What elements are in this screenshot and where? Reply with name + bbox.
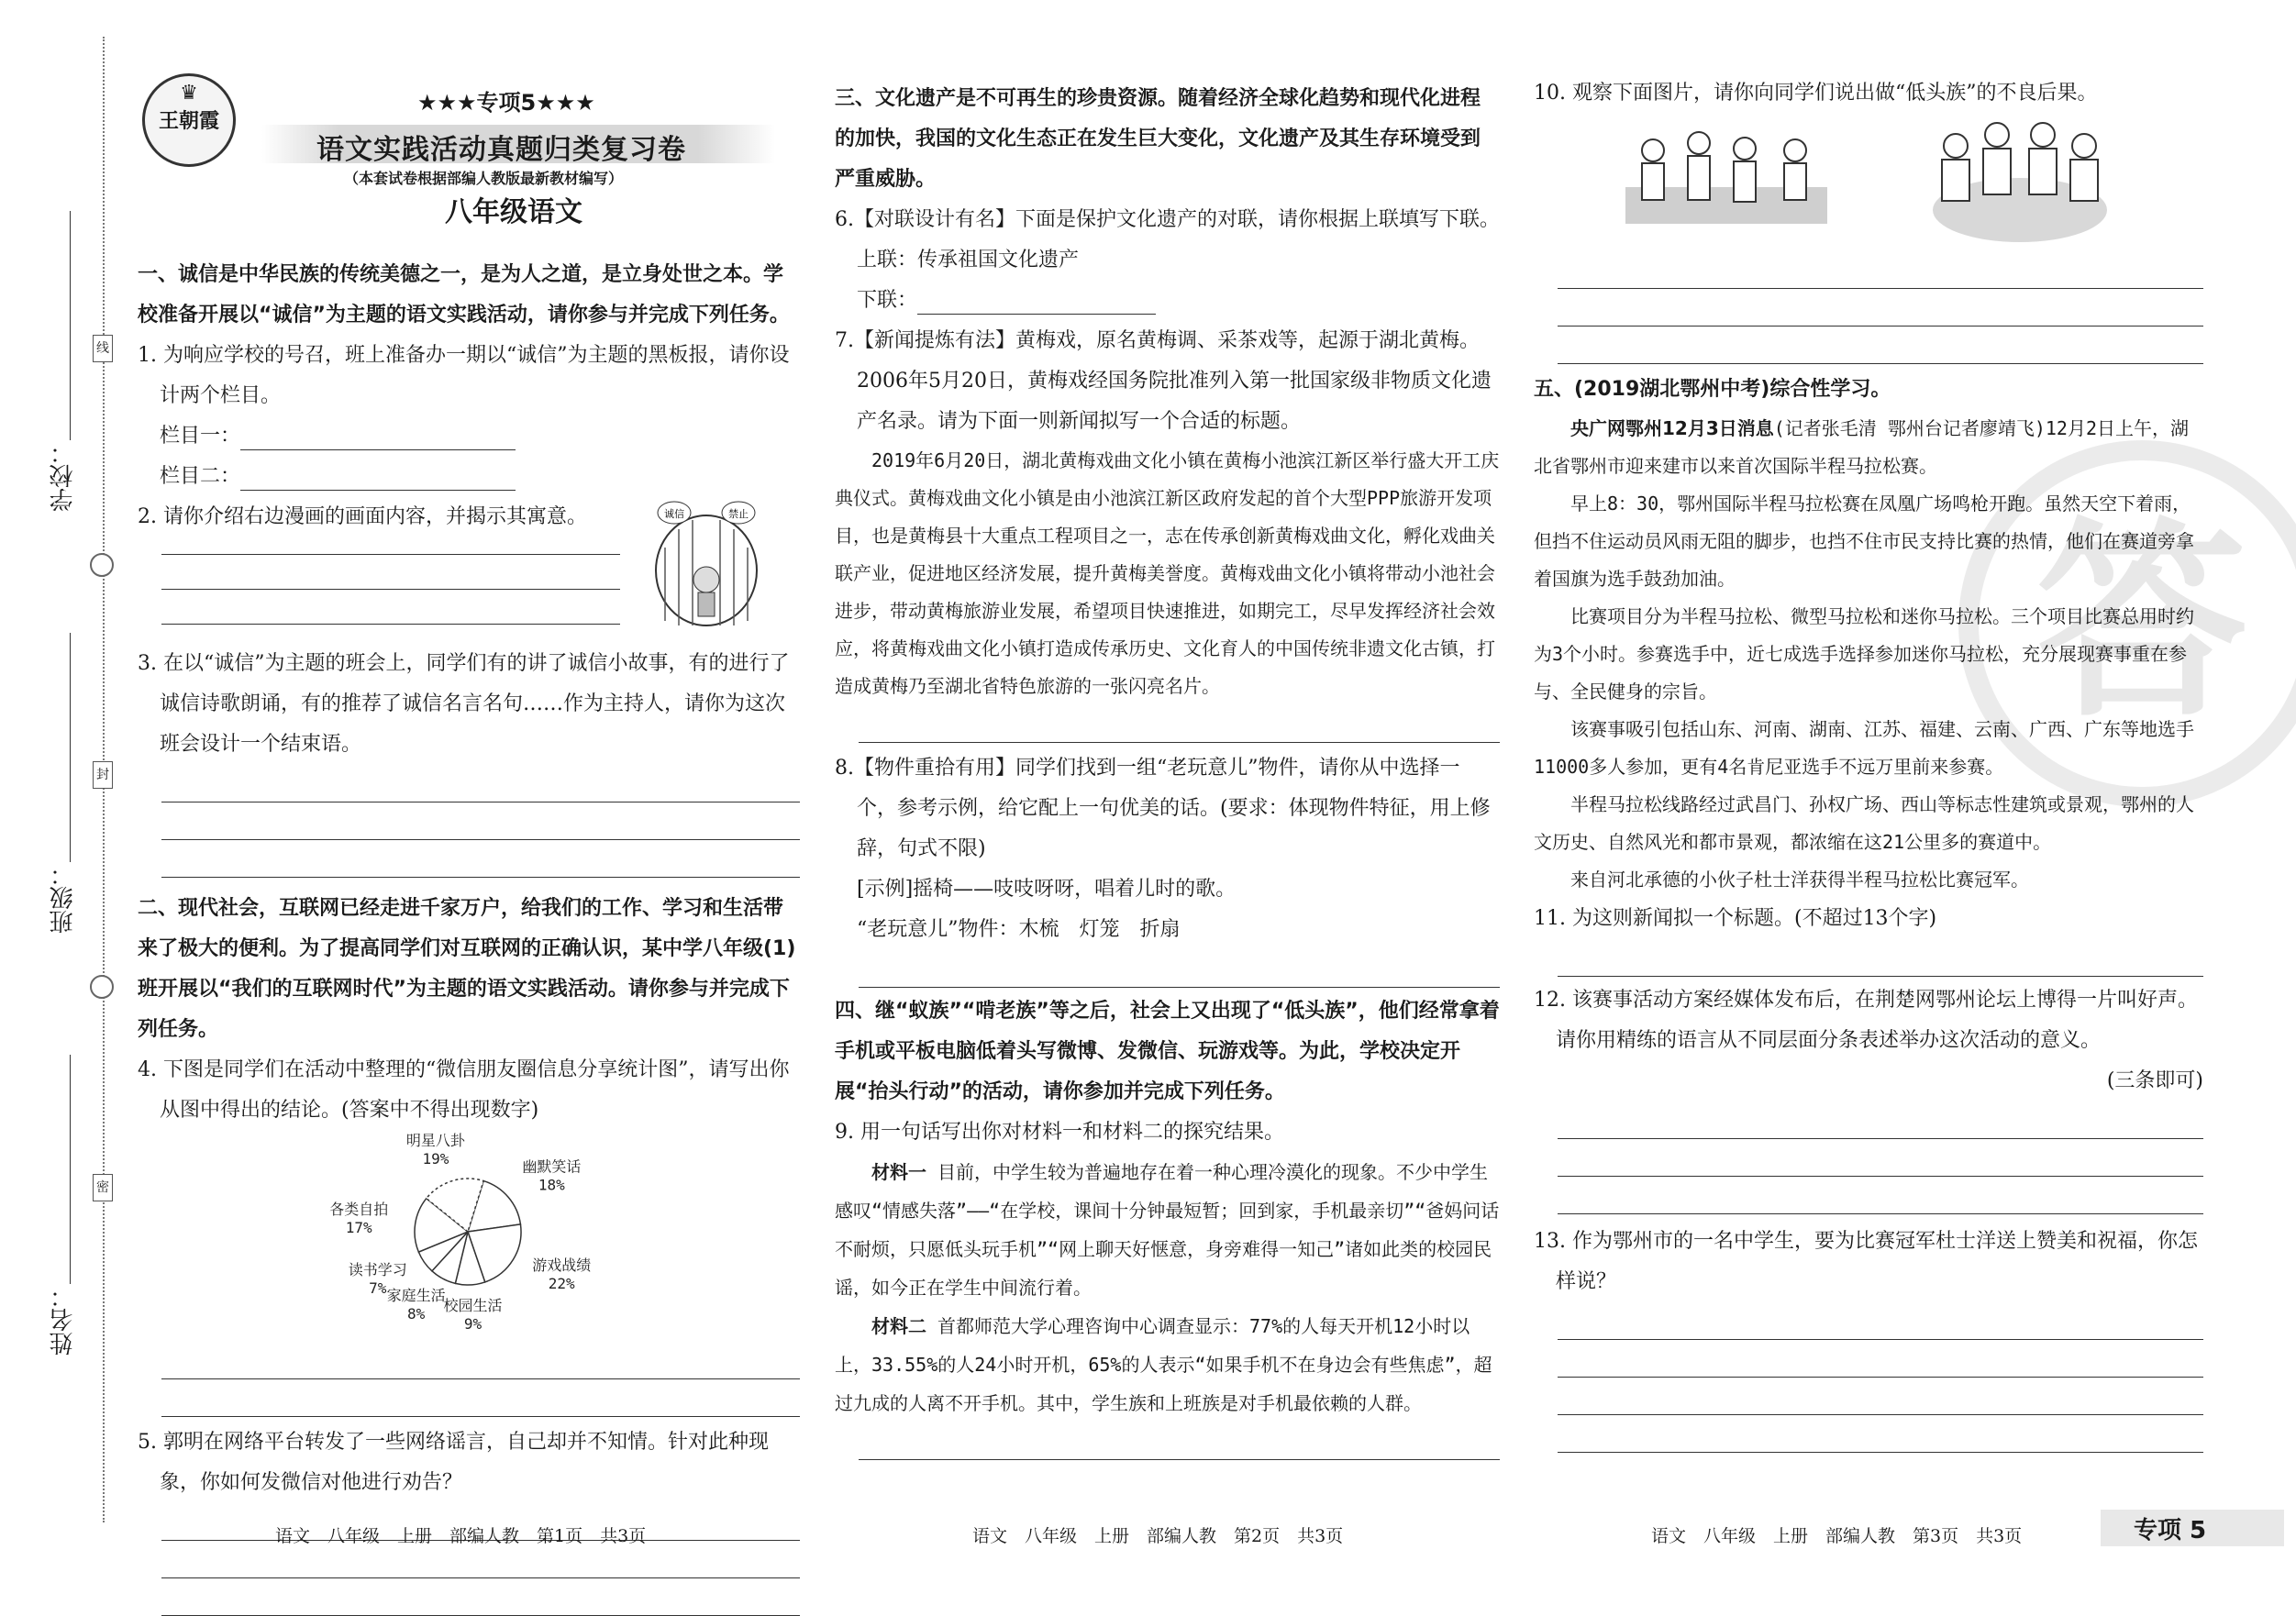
news-p1: 12月2日上午，湖北省鄂州市迎来建市以来首次国际半程马拉松赛。 <box>1534 417 2189 477</box>
q5-line-3[interactable] <box>161 1578 800 1616</box>
logo <box>142 73 236 167</box>
school-label: 学校： <box>50 440 77 512</box>
news-lead: 央广网鄂州12月3日消息 <box>1570 417 1774 439</box>
q10-line-3[interactable] <box>1558 327 2203 364</box>
watermark-char: 答 <box>2035 501 2247 746</box>
news-para-6: 来自河北承德的小伙子杜士洋获得半程马拉松比赛冠军。 <box>1570 869 2029 891</box>
footer-page-3: 语文 八年级 上册 部编人教 第3页 共3页 <box>1651 1526 2023 1546</box>
q7-news-text: 2019年6月20日，湖北黄梅戏曲文化小镇在黄梅小池滨江新区举行盛大开工庆典仪式。黄梅戏曲文化小镇是由小池滨江新区政府发起的首个大型PPP旅游开发项目，也是黄梅县十大重点工程项目之一，志在传承创新黄梅戏曲文化，孵化戏曲关联产业，促进地区经济发展，提升黄梅美誉度。黄梅戏曲文化小镇将带动小池社会进步，带动黄梅旅游业发展，希望项目快速推进，如期完工，尽早发挥经济社会效应，将黄梅戏曲文化小镇打造成传承历史、文化育人的中国传统非遗文化古镇，打造成黄梅乃至湖北省特色旅游的一张闪亮名片。 <box>835 449 1500 697</box>
pie-value-3: 8% <box>407 1305 426 1323</box>
pie-label-3: 家庭生活 <box>386 1287 446 1305</box>
question-1: 1. 为响应学校的号召，班上准备办一期以“诚信”为主题的黑板报，请你设计两个栏目。 <box>138 344 790 407</box>
q13-line-2[interactable] <box>1558 1340 2203 1378</box>
q10-pictures <box>1534 114 2203 251</box>
question-5: 5. 郭明在网络平台转发了一些网络谣言，自己却并不知情。针对此种现象，你如何发微信对他进行劝告？ <box>138 1431 769 1494</box>
material-2-label: 材料二 <box>871 1315 926 1337</box>
q2-line-2[interactable] <box>161 589 620 590</box>
q3-line-2[interactable] <box>161 802 800 840</box>
q8-items: “老玩意儿”物件：木梳 灯笼 折扇 <box>857 918 1181 941</box>
pie-value-4: 7% <box>369 1278 387 1297</box>
grade-title: 八年级语文 <box>445 196 582 228</box>
question-12: 12. 该赛事活动方案经媒体发布后，在荆楚网鄂州论坛上博得一片叫好声。请你用精练的语言从不同层面分条表述举办这次活动的意义。 <box>1534 989 2198 1052</box>
question-13: 13. 作为鄂州市的一名中学生，要为比赛冠军杜士洋送上赞美和祝福，你怎样说？ <box>1534 1230 2198 1293</box>
pie-value-6: 19% <box>422 1150 449 1168</box>
pie-value-5: 17% <box>345 1218 372 1236</box>
news-para-4: 该赛事吸引包括山东、河南、湖南、江苏、福建、云南、广西、广东等地选手11000多人参加，更有4名肯尼亚选手不远万里前来参赛。 <box>1534 718 2194 778</box>
q2-line-1[interactable] <box>161 554 620 555</box>
question-8: 8.【物件重拾有用】同学们找到一组“老玩意儿”物件，请你从中选择一个，参考示例，给它配上一句优美的话。(要求：体现物件特征，用上修辞，句式不限) <box>835 757 1491 860</box>
logo-text: 王朝霞 <box>158 109 219 133</box>
cartoon-tag-2: 禁止 <box>728 508 749 520</box>
q12-line-3[interactable] <box>1558 1177 2203 1214</box>
pie-label-4: 读书学习 <box>348 1260 407 1278</box>
section-4: 四、继“蚁族”“啃老族”等之后，社会上又出现了“低头族”，他们经常拿着手机或平板电脑低着头写微博、发微信、玩游戏等。为此，学校决定开展“抬头行动”的活动，请你参加并完成下列任务。 <box>835 1000 1500 1103</box>
q1-answer-2 <box>138 457 800 497</box>
seal-mark-line: 线 <box>93 335 113 362</box>
section-3: 三、文化遗产是不可再生的珍贵资源。随着经济全球化趋势和现代化进程的加快，我国的文化生态正在发生巨大变化，文化遗产及其生存环境受到严重威胁。 <box>835 87 1481 191</box>
material-1-label: 材料一 <box>871 1161 926 1183</box>
q2-line-3[interactable] <box>161 624 620 625</box>
q4-line-1[interactable] <box>161 1342 800 1379</box>
q10-line-1[interactable] <box>1558 251 2203 289</box>
question-6: 6.【对联设计有名】下面是保护文化遗产的对联，请你根据上联填写下联。 <box>835 208 1500 231</box>
q8-example: [示例]摇椅——吱吱呀呀，唱着儿时的歌。 <box>857 878 1237 901</box>
name-field[interactable] <box>70 1055 71 1284</box>
question-10: 10. 观察下面图片，请你向同学们说出做“低头族”的不良后果。 <box>1534 82 2098 105</box>
seal-mark-seal: 封 <box>93 761 113 789</box>
q4-line-2[interactable] <box>161 1379 800 1417</box>
series-label: ★★★专项5★★★ <box>417 90 595 116</box>
phone-users-picture-1 <box>1625 123 1827 242</box>
column-1 <box>138 249 800 1616</box>
pie-value-2: 9% <box>463 1314 482 1333</box>
material-2-text: 首都师范大学心理咨询中心调查显示：77%的人每天开机12小时以上，33.55%的人24小时开机，65%的人表示“如果手机不在身边会有些焦虑”，超过九成的人离不开手机。其中，学生族和上班族是对手机最依赖的人群。 <box>835 1315 1492 1414</box>
q9-answer-line[interactable] <box>859 1422 1500 1460</box>
question-2: 2. 请你介绍右边漫画的画面内容，并揭示其寓意。 <box>138 505 587 528</box>
q1-label-1: 栏目一： <box>160 425 241 448</box>
pie-label-5: 各类自拍 <box>329 1200 389 1218</box>
question-9: 9. 用一句话写出你对材料一和材料二的探究结果。 <box>835 1121 1284 1144</box>
question-7: 7.【新闻提炼有法】黄梅戏，原名黄梅调、采茶戏等，起源于湖北黄梅。2006年5月20日，黄梅戏经国务院批准列入第一批国家级非物质文化遗产名录。请为下面一则新闻拟写一个合适的标题。 <box>835 329 1492 433</box>
q6-lower-label: 下联： <box>857 289 918 312</box>
column-2 <box>835 73 1500 1460</box>
logo-crown-icon: ♛ <box>180 82 198 105</box>
page-title: 语文实践活动真题归类复习卷 <box>316 134 686 166</box>
q6-lower-field[interactable] <box>917 288 1156 315</box>
q3-line-3[interactable] <box>161 840 800 878</box>
pie-value-1: 22% <box>548 1275 575 1293</box>
binding-ring-1 <box>90 553 114 577</box>
material-1-text: 目前，中学生较为普遍地存在着一种心理冷漠化的现象。不少中学生感叹“情感失落”——“在学校，课间十分钟最短暂；回到家，手机最亲切”“爸妈问话不耐烦，只愿低头玩手机”“网上聊天好惬意，身旁难得一知己”诸如此类的校园民谣，如今正在学生中间流行着。 <box>835 1161 1500 1299</box>
q1-field-1[interactable] <box>240 424 516 450</box>
q13-line-4[interactable] <box>1558 1415 2203 1453</box>
footer-page-2: 语文 八年级 上册 部编人教 第2页 共3页 <box>972 1526 1344 1546</box>
question-4: 4. 下图是同学们在活动中整理的“微信朋友圈信息分享统计图”，请写出你从图中得出的结论。(答案中不得出现数字) <box>138 1058 790 1122</box>
pie-label-0: 幽默笑话 <box>522 1157 582 1176</box>
section-tag <box>2101 1510 2284 1546</box>
pie-label-1: 游戏战绩 <box>532 1256 592 1275</box>
school-field[interactable] <box>70 211 71 440</box>
section-5: 五、(2019湖北鄂州中考)综合性学习。 <box>1534 378 1891 401</box>
name-label: 姓名： <box>50 1284 77 1356</box>
section-tag-text: 专项 5 <box>2134 1517 2207 1544</box>
phone-users-picture-2 <box>1928 118 2112 247</box>
cartoon-tag-1: 诚信 <box>664 508 684 520</box>
q8-answer-line[interactable] <box>859 950 1500 988</box>
binding-ring-2 <box>90 975 114 999</box>
section-2: 二、现代社会，互联网已经走进千家万户，给我们的工作、学习和生活带来了极大的便利。为了提高同学们对互联网的正确认识，某中学八年级(1)班开展以“我们的互联网时代”为主题的语文实践活动。请你参与并完成下列任务。 <box>138 897 796 1041</box>
material-1 <box>835 1153 1500 1307</box>
material-2 <box>835 1307 1500 1422</box>
question-11: 11. 为这则新闻拟一个标题。(不超过13个字) <box>1534 907 1937 930</box>
pie-slices <box>415 1179 521 1285</box>
q1-answer-1 <box>138 416 800 457</box>
q6-lower <box>835 281 1500 321</box>
cartoon-image <box>647 493 766 630</box>
news-para-5: 半程马拉松线路经过武昌门、孙权广场、西山等标志性建筑或景观，鄂州的人文历史、自然风光和都市景观，都浓缩在这21公里多的赛道中。 <box>1534 793 2194 853</box>
q1-field-2[interactable] <box>240 464 516 491</box>
q7-answer-line[interactable] <box>859 705 1500 743</box>
news-para-2: 早上8：30，鄂州国际半程马拉松赛在凤凰广场鸣枪开跑。虽然天空下着雨，但挡不住运动员风雨无阻的脚步，也挡不住市民支持比赛的热情，他们在赛道旁拿着国旗为选手鼓劲加油。 <box>1534 493 2194 590</box>
q6-upper: 上联：传承祖国文化遗产 <box>857 249 1080 271</box>
q11-line[interactable] <box>1558 939 2203 977</box>
news-reporter: (记者张毛清 鄂州台记者廖靖飞) <box>1773 417 2046 439</box>
subtitle: （本套试卷根据部编人教版最新教材编写） <box>344 170 624 187</box>
q3-line-1[interactable] <box>161 765 800 802</box>
q12-note: (三条即可) <box>2106 1069 2203 1092</box>
header <box>133 64 793 228</box>
q2-block <box>138 497 800 635</box>
pie-label-2: 校园生活 <box>443 1296 503 1314</box>
pie-chart <box>138 1131 800 1342</box>
class-field[interactable] <box>70 633 71 862</box>
q12-line-1[interactable] <box>1558 1101 2203 1139</box>
pie-label-6: 明星八卦 <box>405 1132 465 1150</box>
q13-line-3[interactable] <box>1558 1378 2203 1415</box>
q12-line-2[interactable] <box>1558 1139 2203 1177</box>
pie-value-0: 18% <box>538 1176 565 1194</box>
q1-label-2: 栏目二： <box>160 465 241 488</box>
seal-mark-close: 密 <box>93 1174 113 1201</box>
section-1: 一、诚信是中华民族的传统美德之一，是为人之道，是立身处世之本。学校准备开展以“诚信”为主题的语文实践活动，请你参与并完成下列任务。 <box>138 263 790 327</box>
q10-line-2[interactable] <box>1558 289 2203 327</box>
question-3: 3. 在以“诚信”为主题的班会上，同学们有的讲了诚信小故事，有的进行了诚信诗歌朗诵，有的推荐了诚信名言名句……作为主持人，请你为这次班会设计一个结束语。 <box>138 652 790 756</box>
q13-line-1[interactable] <box>1558 1302 2203 1340</box>
news-para-3: 比赛项目分为半程马拉松、微型马拉松和迷你马拉松。三个项目比赛总用时约为3个小时。参赛选手中，近七成选手选择参加迷你马拉松，充分展现赛事重在参与、全民健身的宗旨。 <box>1534 605 2194 703</box>
footer-page-1: 语文 八年级 上册 部编人教 第1页 共3页 <box>275 1526 647 1546</box>
class-label: 班级： <box>50 862 77 934</box>
